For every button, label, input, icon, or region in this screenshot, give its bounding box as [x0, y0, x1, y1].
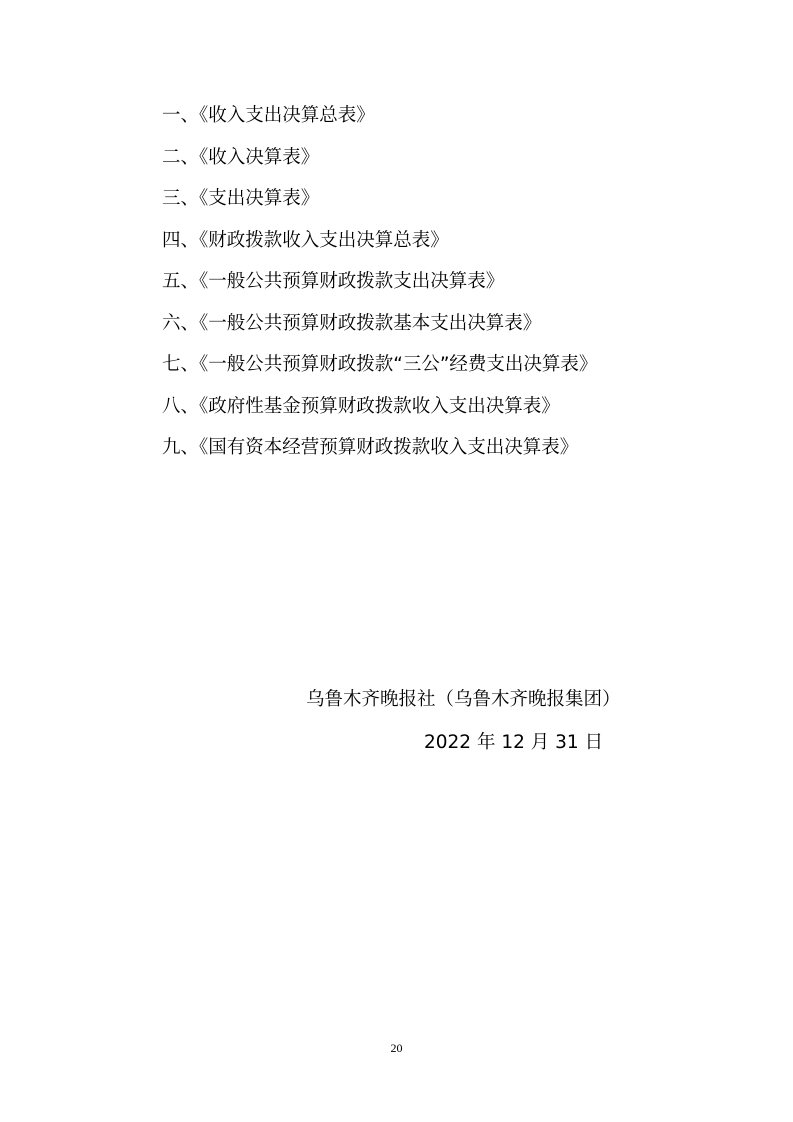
toc-item-3: 三、《支出决算表》	[162, 188, 320, 209]
toc-item-4: 四、《财政拨款收入支出决算总表》	[162, 229, 449, 251]
organization-name: 乌鲁木齐晚报社（乌鲁木齐晚报集团）	[306, 689, 621, 710]
page-number: 20	[390, 1041, 403, 1055]
toc-item-8: 八、《政府性基金预算财政拨款收入支出决算表》	[162, 395, 560, 417]
toc-item-7: 七、《一般公共预算财政拨款“三公”经费支出决算表》	[162, 354, 598, 375]
signature-date: 2022 年 12 月 31 日	[424, 732, 604, 753]
toc-item-2: 二、《收入决算表》	[162, 146, 320, 168]
toc-item-6: 六、《一般公共预算财政拨款基本支出决算表》	[162, 312, 542, 334]
toc-item-5: 五、《一般公共预算财政拨款支出决算表》	[162, 271, 505, 292]
toc-item-9: 九、《国有资本经营预算财政拨款收入支出决算表》	[162, 437, 579, 458]
table-of-contents	[162, 100, 762, 474]
toc-item-1: 一、《收入支出决算总表》	[162, 105, 375, 126]
